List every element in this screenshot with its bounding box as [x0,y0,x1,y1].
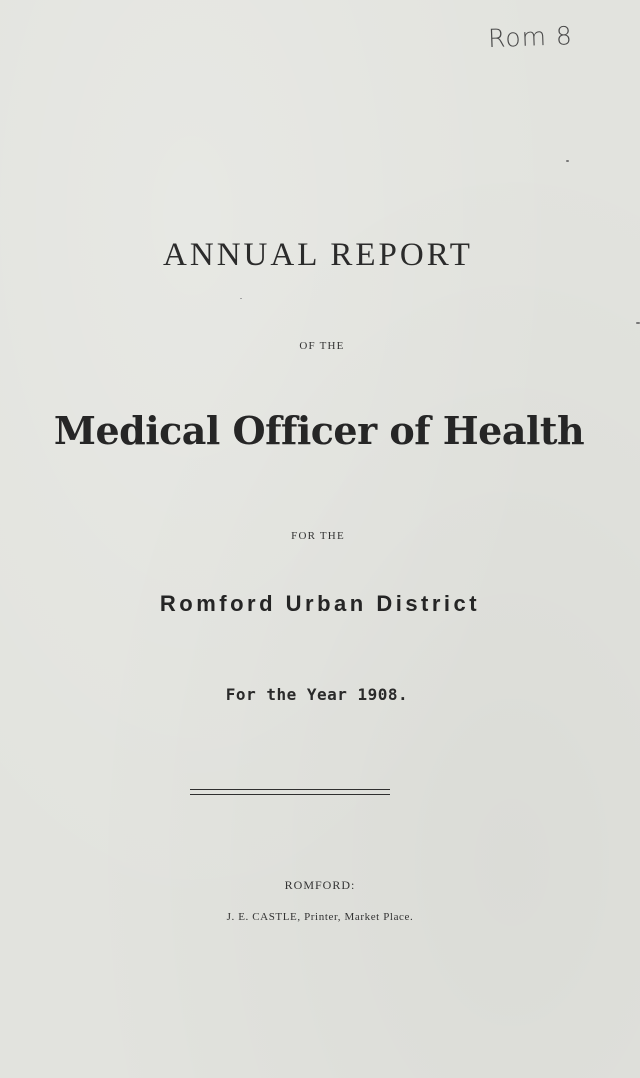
double-rule-bottom [190,794,390,795]
paper-speck [566,160,569,162]
paper-speck [240,298,242,299]
district-name: Romford Urban District [159,591,481,616]
officer-heading: Medical Officer of Health [53,408,585,453]
report-title: ANNUAL REPORT [163,237,473,273]
imprint-place: ROMFORD: [284,878,356,892]
paper-speck [636,322,640,324]
imprint-printer: J. E. CASTLE, Printer, Market Place. [226,911,414,923]
for-the-label: FOR THE [291,530,345,542]
handwritten-catalog-mark: Rom 8 [487,21,574,54]
double-rule-top [190,789,390,790]
of-the-label: OF THE [299,340,345,352]
report-year: For the Year 1908. [225,685,409,704]
